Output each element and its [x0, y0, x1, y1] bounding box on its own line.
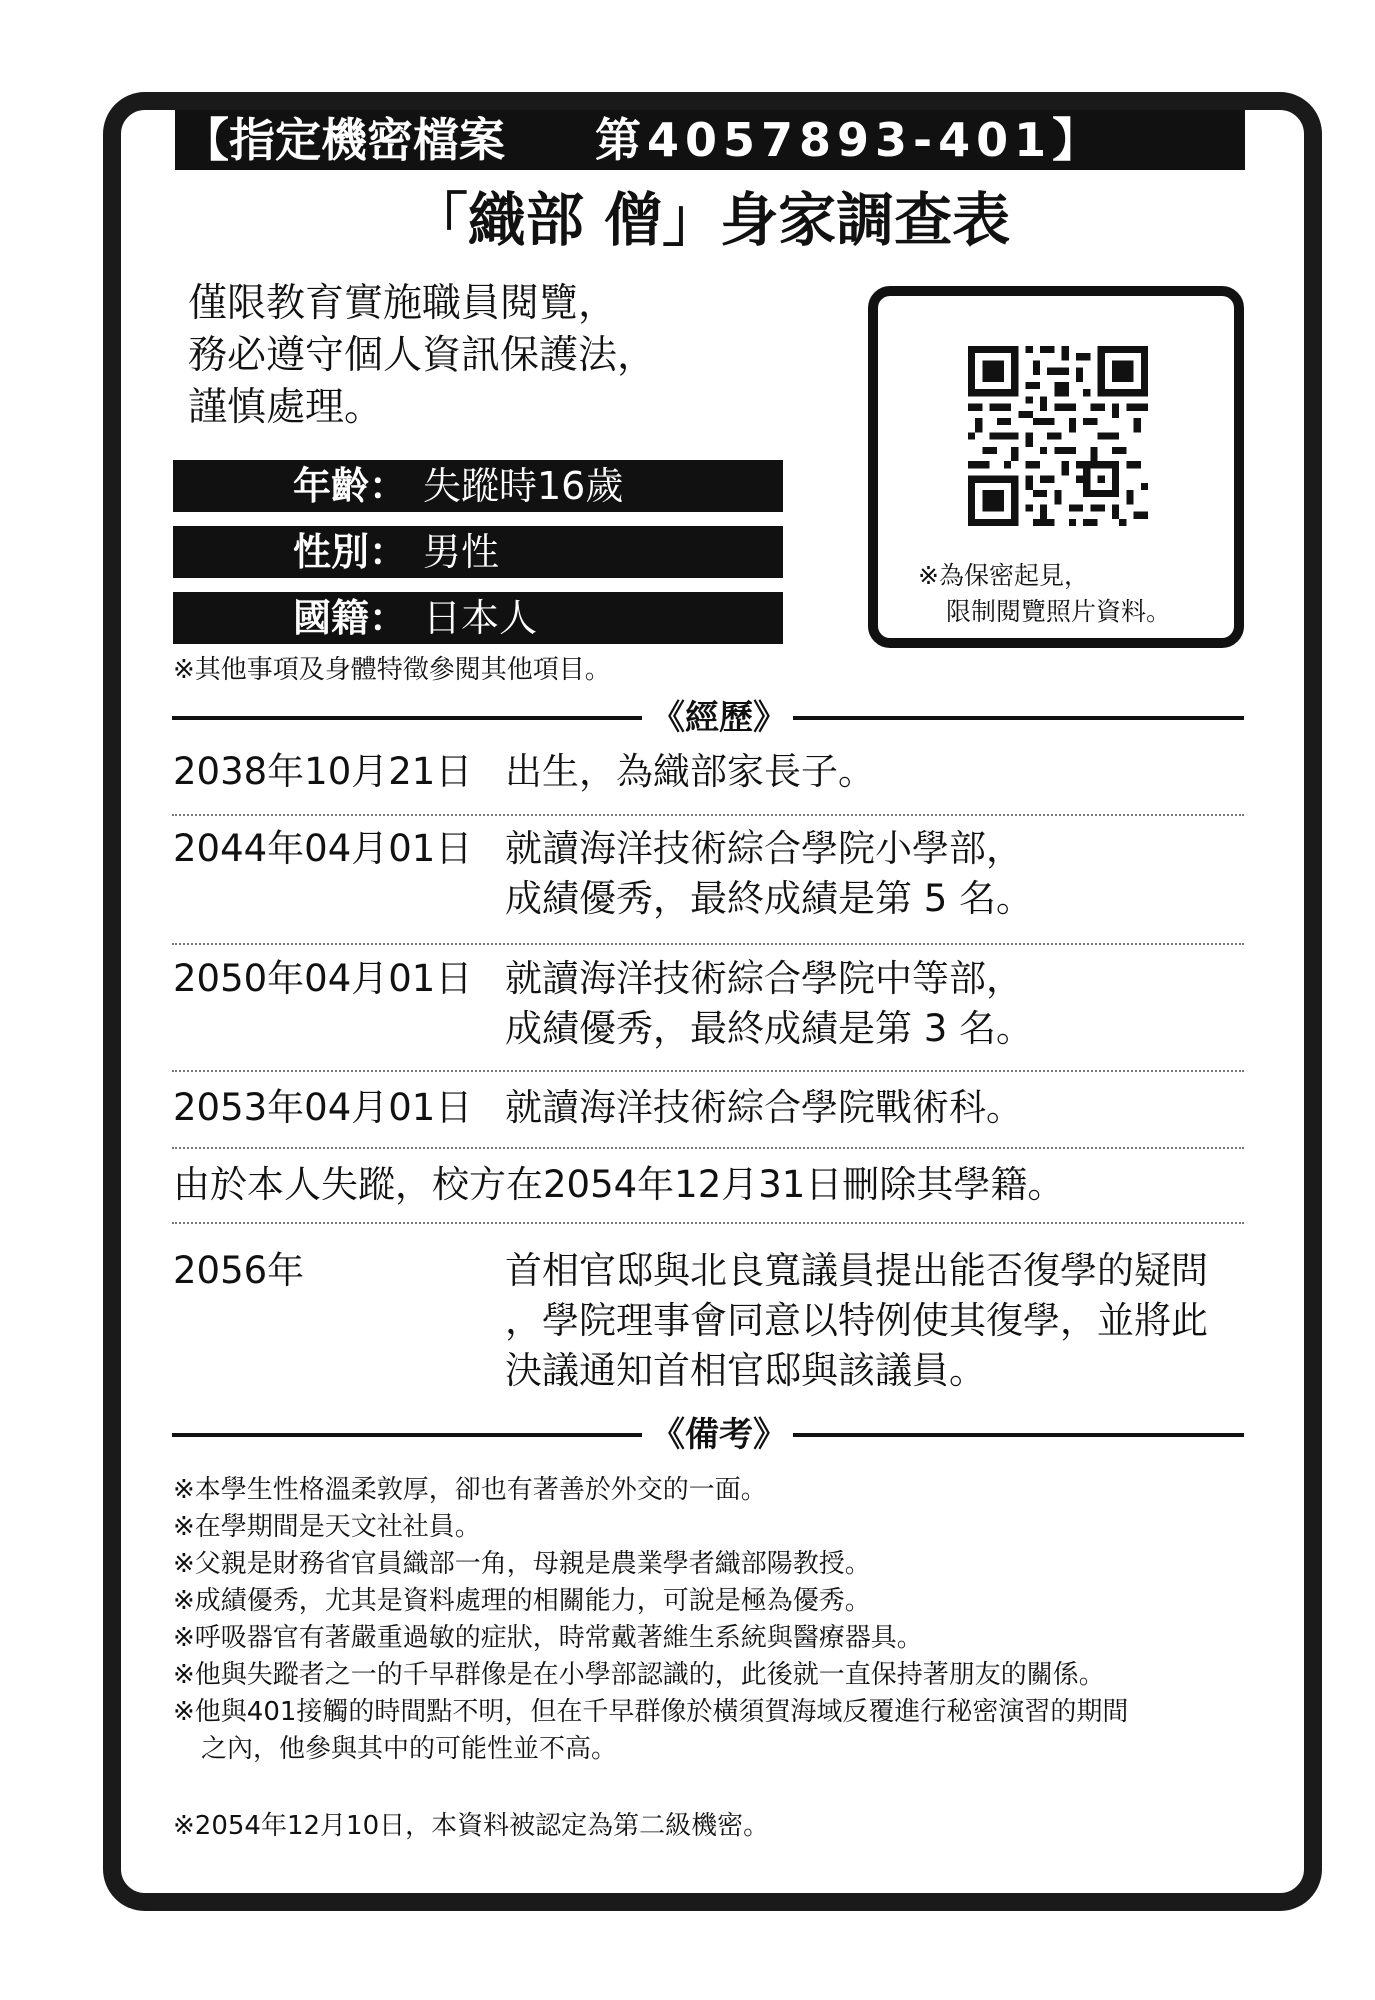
notice-line: 僅限教育實施職員閱覽，: [188, 281, 618, 326]
history-event: [505, 747, 875, 797]
section-rule: [172, 716, 642, 720]
history-event-line: 就讀海洋技術綜合學院小學部，: [505, 827, 1023, 870]
photo-restriction-note: [918, 558, 1171, 630]
profile-label: 性別：: [293, 530, 408, 574]
history-event: [505, 1083, 1023, 1133]
history-event: [505, 824, 1033, 924]
profile-value: 失蹤時16歲: [423, 464, 624, 508]
remark-item: 之內，他參與其中的可能性並不高。: [201, 1734, 618, 1764]
remarks-list: [173, 1472, 1128, 1768]
remark-item: ※父親是財務省官員織部一角，母親是農業學者織部陽教授。: [173, 1549, 871, 1579]
remark-item: ※呼吸器官有著嚴重過敏的症狀，時常戴著維生系統與醫療器具。: [173, 1623, 923, 1653]
notice-line: 謹慎處理。: [188, 385, 384, 430]
profile-nationality: [173, 592, 783, 644]
profile-value: 日本人: [423, 596, 538, 640]
section-rule: [780, 716, 1244, 720]
history-date: 2044年04月01日: [173, 827, 473, 870]
row-divider: [172, 1147, 1244, 1149]
classified-file-header: [175, 110, 1245, 170]
history-event: [505, 1246, 1208, 1396]
file-number: 第4057893-401】: [595, 113, 1105, 167]
history-section-title: 《經歷》: [645, 698, 793, 738]
history-event-line: 出生，為織部家長子。: [505, 750, 875, 793]
history-event-line: ，學院理事會同意以特例使其復學，並將此: [505, 1299, 1208, 1342]
remark-item: ※在學期間是天文社社員。: [173, 1512, 481, 1542]
remarks-section-title: 《備考》: [645, 1415, 793, 1455]
section-rule: [172, 1433, 642, 1437]
remark-item: ※他與失蹤者之一的千早群像是在小學部認識的，此後就一直保持著朋友的關係。: [173, 1660, 1105, 1690]
profile-age: [173, 460, 783, 512]
history-event-line: 首相官邸與北良寬議員提出能否復學的疑問: [505, 1249, 1208, 1292]
qr-code-icon: [968, 346, 1148, 526]
history-date: 2053年04月01日: [173, 1086, 473, 1129]
history-event-line: 決議通知首相官邸與該議員。: [505, 1349, 986, 1392]
section-rule: [780, 1433, 1244, 1437]
classification-note: ※2054年12月10日，本資料被認定為第二級機密。: [173, 1811, 770, 1841]
row-divider: [172, 814, 1244, 816]
row-divider: [172, 1222, 1244, 1224]
history-event-line: 就讀海洋技術綜合學院中等部，: [505, 957, 1023, 1000]
file-label: 【指定機密檔案: [183, 113, 505, 167]
notice-line: 務必遵守個人資訊保護法，: [188, 333, 657, 378]
remark-item: ※本學生性格溫柔敦厚，卻也有著善於外交的一面。: [173, 1475, 767, 1505]
photo-note-line: ※為保密起見，: [918, 561, 1089, 590]
row-divider: [172, 943, 1244, 945]
history-event-line: 就讀海洋技術綜合學院戰術科。: [505, 1086, 1023, 1129]
row-divider: [172, 1070, 1244, 1072]
profile-note: ※其他事項及身體特徵參閱其他項目。: [173, 655, 611, 685]
remark-item: ※成績優秀，尤其是資料處理的相關能力，可說是極為優秀。: [173, 1586, 871, 1616]
profile-gender: [173, 526, 783, 578]
photo-note-line: 限制閱覽照片資料。: [946, 597, 1172, 626]
history-date: 2038年10月21日: [173, 750, 473, 793]
history-date: 2056年: [173, 1249, 305, 1292]
history-date: 2050年04月01日: [173, 957, 473, 1000]
photo-box: [868, 286, 1244, 648]
profile-label: 國籍：: [293, 596, 408, 640]
profile-label: 年齡：: [293, 464, 408, 508]
profile-value: 男性: [423, 530, 500, 574]
document-title: 「織部 僧」身家調查表: [409, 186, 1011, 254]
access-notice: [188, 278, 656, 434]
history-removal-note: 由於本人失蹤，校方在2054年12月31日刪除其學籍。: [173, 1163, 1065, 1206]
history-event-line: 成績優秀，最終成績是第 3 名。: [505, 1007, 1034, 1050]
remark-item: ※他與401接觸的時間點不明，但在千早群像於橫須賀海域反覆進行秘密演習的期間: [173, 1697, 1129, 1727]
history-event: [505, 954, 1033, 1054]
history-event-line: 成績優秀，最終成績是第 5 名。: [505, 877, 1034, 920]
